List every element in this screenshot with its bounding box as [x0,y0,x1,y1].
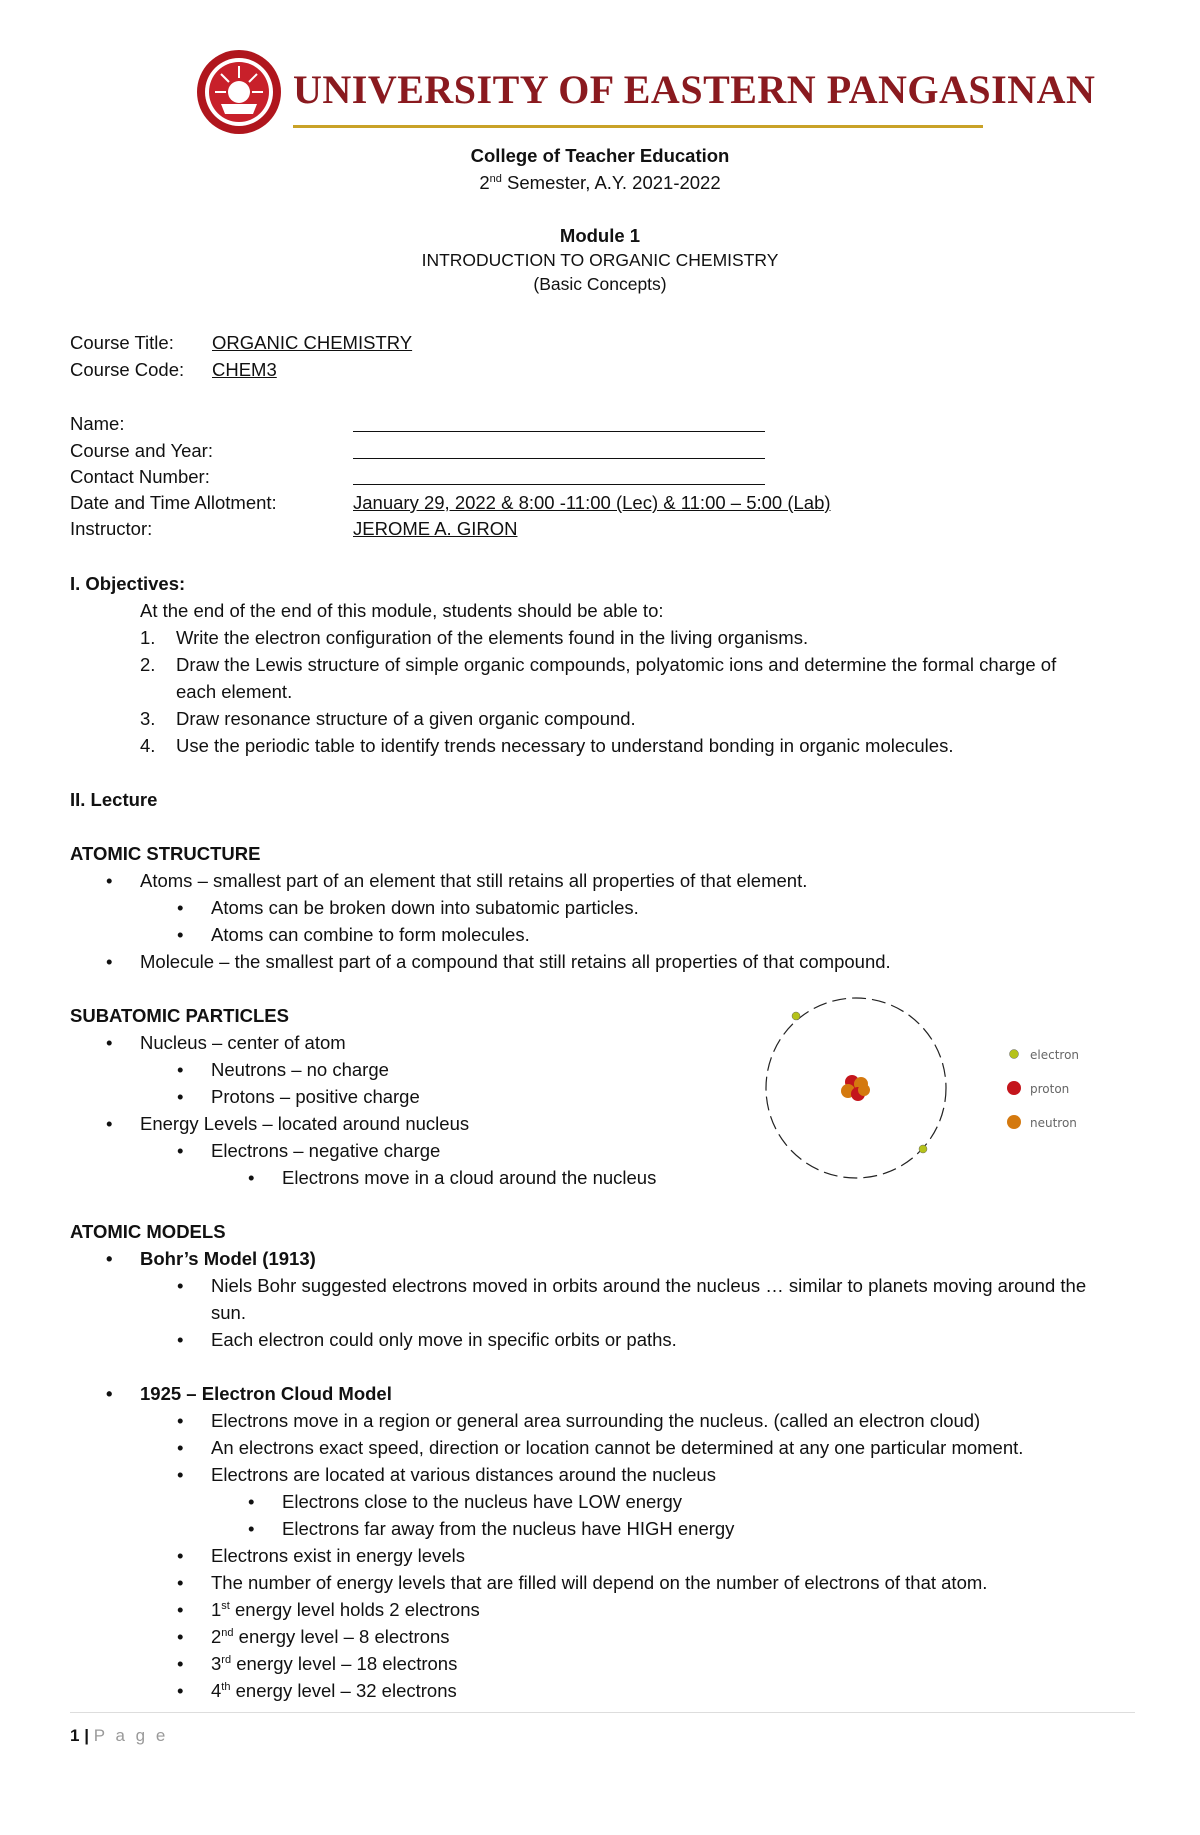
level-text: energy level – 18 electrons [231,1653,458,1674]
objective-text: Write the electron configuration of the elements found in the living organisms. [176,627,809,648]
bohr-heading: • Bohr’s Model (1913) [140,1245,316,1272]
objective-text: Use the periodic table to identify trends necessary to understand bonding in organic molecules. [176,735,954,756]
course-title-label: Course Title: [70,332,174,353]
footer-separator: | [84,1726,89,1745]
instructor-label: Instructor: [70,518,153,539]
course-title-value: ORGANIC CHEMISTRY [212,332,413,353]
header-rule [293,125,983,128]
name-field[interactable] [353,412,765,439]
list-item: • Atoms can combine to form molecules. [211,921,530,948]
university-name: UNIVERSITY OF EASTERN PANGASINAN [293,67,1096,112]
university-seal-icon [195,48,283,136]
level-text: energy level holds 2 electrons [229,1599,480,1620]
list-item: • Molecule – the smallest part of a compound that still retains all properties of that compound. [140,948,891,975]
objective-num: 4. [140,735,156,756]
list-item: • The number of energy levels that are filled will depend on the number of electrons of that atom. [211,1569,987,1596]
university-header [195,48,1096,138]
module-subtitle: (Basic Concepts) [533,274,667,294]
level-sup: rd [221,1653,232,1666]
list-item: • Each electron could only move in specific orbits or paths. [211,1326,677,1353]
legend-proton-swatch [1007,1081,1021,1095]
page-number: 1 [70,1726,80,1745]
subatomic-heading: SUBATOMIC PARTICLES [70,1005,289,1026]
objective-num: 1. [140,627,156,648]
objective-text-cont: each element. [176,681,293,702]
level-sup: st [221,1599,230,1612]
list-item: • Niels Bohr suggested electrons moved in orbits around the nucleus … similar to planets moving around the [211,1272,1086,1299]
list-item: • Electrons move in a cloud around the nucleus [282,1164,656,1191]
date-value: January 29, 2022 & 8:00 -11:00 (Lec) & 11:00 – 5:00 (Lab) [353,492,831,513]
objective-text: Draw resonance structure of a given organic compound. [176,708,636,729]
cloud-model-heading: • 1925 – Electron Cloud Model [140,1380,392,1407]
semester-line [0,169,1200,196]
date-label: Date and Time Allotment: [70,492,277,513]
page-word: P a g e [93,1726,169,1745]
objective-num: 3. [140,708,156,729]
semester-ordinal: 2 [479,172,490,193]
atom-diagram [740,986,1110,1196]
course-code-label: Course Code: [70,359,185,380]
list-item: • Neutrons – no charge [211,1056,389,1083]
atomic-models-heading: ATOMIC MODELS [70,1221,226,1242]
nucleus [841,1075,870,1101]
energy-level-item [211,1677,457,1704]
contact-field[interactable] [353,465,765,492]
legend-neutron-swatch [1007,1115,1021,1129]
level-text: energy level – 32 electrons [230,1680,457,1701]
list-item: • Atoms – smallest part of an element that still retains all properties of that element. [140,867,807,894]
legend-neutron-label: neutron [1030,1116,1077,1130]
course-year-field[interactable] [353,439,765,466]
page-footer [70,1722,168,1749]
module-title: INTRODUCTION TO ORGANIC CHEMISTRY [421,250,779,270]
level-number: 4 [211,1680,222,1701]
energy-level-item [211,1650,457,1677]
list-item: • Protons – positive charge [211,1083,420,1110]
electron [792,1012,800,1020]
level-text: energy level – 8 electrons [233,1626,450,1647]
energy-level-item [211,1623,450,1650]
lecture-heading: II. Lecture [70,789,158,810]
electron [919,1145,927,1153]
footer-rule [70,1712,1135,1713]
list-item: • Atoms can be broken down into subatomic particles. [211,894,639,921]
level-number: 3 [211,1653,222,1674]
name-label: Name: [70,413,125,434]
instructor-value: JEROME A. GIRON [353,518,518,539]
list-item: • Electrons – negative charge [211,1137,440,1164]
college-name: College of Teacher Education [470,145,730,166]
list-item: • Electrons move in a region or general area surrounding the nucleus. (called an electron cloud) [211,1407,980,1434]
semester-sup: nd [489,172,502,185]
objectives-heading: I. Objectives: [70,573,186,594]
level-number: 2 [211,1626,222,1647]
objective-text: Draw the Lewis structure of simple organic compounds, polyatomic ions and determine the formal charge of [176,654,1057,675]
module-number: Module 1 [559,225,641,246]
level-number: 1 [211,1599,222,1620]
course-year-label: Course and Year: [70,440,213,461]
list-item: • Electrons close to the nucleus have LOW energy [282,1488,682,1515]
list-item: • Electrons far away from the nucleus have HIGH energy [282,1515,734,1542]
contact-label: Contact Number: [70,466,210,487]
list-item: • Nucleus – center of atom [140,1029,346,1056]
list-item: • Electrons are located at various distances around the nucleus [211,1461,716,1488]
objective-num: 2. [140,654,156,675]
atomic-structure-heading: ATOMIC STRUCTURE [70,843,261,864]
level-sup: th [221,1680,231,1693]
semester-rest: Semester, A.Y. 2021-2022 [501,172,721,193]
energy-level-item [211,1596,480,1623]
course-code-value: CHEM3 [212,359,277,380]
legend-electron-swatch [1010,1050,1019,1059]
legend-proton-label: proton [1030,1082,1070,1096]
level-sup: nd [221,1626,234,1639]
list-item: • Energy Levels – located around nucleus [140,1110,469,1137]
list-item-cont: sun. [211,1302,246,1323]
legend-electron-label: electron [1030,1048,1080,1062]
list-item: • An electrons exact speed, direction or location cannot be determined at any one particular moment. [211,1434,1023,1461]
list-item: • Electrons exist in energy levels [211,1542,465,1569]
objectives-intro: At the end of the end of this module, students should be able to: [140,600,664,621]
